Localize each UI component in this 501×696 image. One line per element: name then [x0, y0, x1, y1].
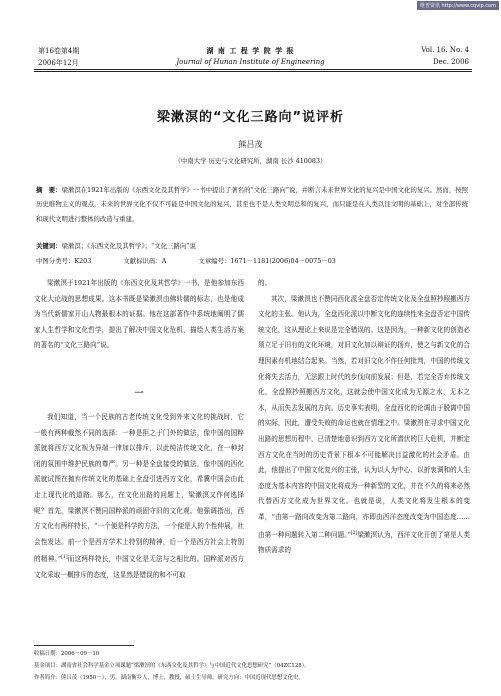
author-affiliation: （中南大学 历史与文化研究所，湖南 长沙 410083） [174, 157, 327, 165]
body-paragraph: 我们知道，当一个民族的古老传统文化受到外来文化的挑战时，它一般有两种截然不同的选择：一种是拒之于门外的做法，像中国的国粹派就将西方文化视为异端一律加以排斥，以此纯洁传统文化，在一种封闭的氛围中维护民族的尊严。另一种是全盘接受的做法，像中国的西化派就试图在抛弃传统文化的基础上全盘引进西方文化，希冀中国会由此走上现代化的道路。那么，在文化出路的问题上，梁漱溟又作何选择呢？首先，梁漱溟不赞同国粹派的顽固守旧的文化观。他强调指出，西方文化有两样特长，“一个便是科学的方法，一个便是人的个性伸展，社会性发达。前一个是西方学术上特别的精神，后一个是西方社会上特别的精神。”[1]而这两样特长，中国文化是无法与之相比的。国粹派对西方文化采取一概排斥的态度，这显然是错误的和不可取 [34, 413, 244, 580]
volume-issue-en: Vol. 16. No. 4 [421, 46, 469, 54]
body-paragraph-continued: 的。 [258, 279, 272, 287]
keywords-label: 关键词： [36, 242, 62, 250]
article-number: 文章编号：1671－1181(2006)04－0075－03 [198, 257, 336, 265]
footnote-author-bio: 作者简介：熊吕茂（1950－），男，湖南衡乡人，博士，教授，硕士生导师，研究方向：中国近现代思想文化史。 [34, 675, 304, 681]
abstract-label: 摘 要： [36, 186, 62, 194]
abstract-text: 梁漱溟在1921年出版的《东西文化及其哲学》一书中提出了著名的“文化三路向”说，并断言未来世界文化的复兴是中国文化的复兴。然而，按照历史唯物主义的观点，未来的世界文化不仅不可能是中国文化的复兴，甚至也不是人类文明总和的复兴，而只能是在人类以往文明的基础上，对全部传统和现代文明进行整体的改造与重建。 [36, 186, 469, 223]
body-paragraph: 其次，梁漱溟也不赞同西化派全盘否定传统文化及全盘照抄照搬西方文化的主张。他认为，全盘西化派以中断文化的连续性来全盘否定中国传统文化，这从理论上来说是完全错误的。这是因为，一种新文化的创造必须立足于旧有的文化环境，对旧文化加以辩证的扬弃，使之与新文化的合理因素有机地结合起来。当然，若对旧文化不作任何批判，中国的传统文化将失去活力，无法跟上时代的步伐向前发展；但是，若完全否弃传统文化，全盘照抄照搬西方文化，这就会使中国文化成为无源之水，无本之木，从而失去发展的方向。历史事实表明，全盘西化的论调由于脱离中国的实际，因此，遭受失败的命运也就在情理之中。梁漱溟在寻求中国文化出路的思想历程中，已清楚地意识到西方文化所潜伏的巨大危机，并断定西方文化在当时的历史背景下根本不可能解决目益激化的社会矛盾。由此，他提出了中国文化复兴的主张，认为以人为中心、以折衷调和的人生态度为基本内容的中国文化将成为一种新型的文化，并在不久的将来必然代替西方文化成为世界文化。也就是说，人类文化将发生根本的变革，“由第一路向改变为第二路向，亦即由西洋态度改变为中国态度……由第一种问题转入第二种问题。”[2]梁漱溟认为，西洋文化开创了第是人类物质需求的 [258, 294, 470, 555]
classification-line [36, 256, 468, 265]
body-column-right [258, 276, 470, 559]
abstract [36, 183, 468, 226]
publish-date-en: Dec. 2006 [433, 58, 469, 66]
citation-ref: [1] [61, 555, 68, 561]
section-numeral: 一 [134, 389, 144, 399]
body-column-left-2 [34, 410, 244, 584]
header-rule [34, 69, 472, 70]
journal-name-en: Journal of Hunan Institute of Engineering [176, 58, 325, 66]
document-code: 文献标识码：A [123, 257, 167, 265]
citation-ref: [2] [350, 530, 358, 536]
keywords [36, 241, 468, 250]
publish-date: 2006年12月 [38, 59, 79, 67]
footnote-received: 收稿日期：2006－09－10 [34, 651, 100, 657]
volume-issue: 第16卷第4期 [38, 47, 80, 55]
author-name: 熊吕茂 [238, 140, 263, 149]
watermark: 维普资讯 http://www.cqvip.com [417, 1, 499, 10]
body-column-left [34, 276, 244, 354]
journal-name-cn: 湖 南 工 程 学 院 学 报 [206, 46, 295, 55]
footnote-rule [34, 645, 134, 646]
body-paragraph: 梁漱溟于1921年出版的《东西文化及其哲学》一书，是他参加东西文化大论战的思想成果。这本书既是梁漱溟由佛转儒的标志，也是他成为当代新儒家开山人物最根本的证据。他在这部著作中系统地阐明了儒家人生哲学和文化哲学，提出了解决中国文化危机，描绘人类生活方案的著名的“文化三路向”说。 [34, 279, 244, 350]
header-rule-double [34, 71, 472, 72]
keywords-text: 梁漱溟；《东西文化及其哲学》；“文化三路向”说 [61, 242, 196, 250]
article-title: 梁漱溟的“文化三路向”说评析 [156, 110, 345, 125]
footnote-fund: 基金项目：湖南省社会科学基金立项课题“梁漱溟的《东西文化及其哲学》与中国近代文化思想研究”（04ZC128）。 [34, 663, 310, 669]
clc-number: 中图分类号：K203 [36, 257, 92, 265]
